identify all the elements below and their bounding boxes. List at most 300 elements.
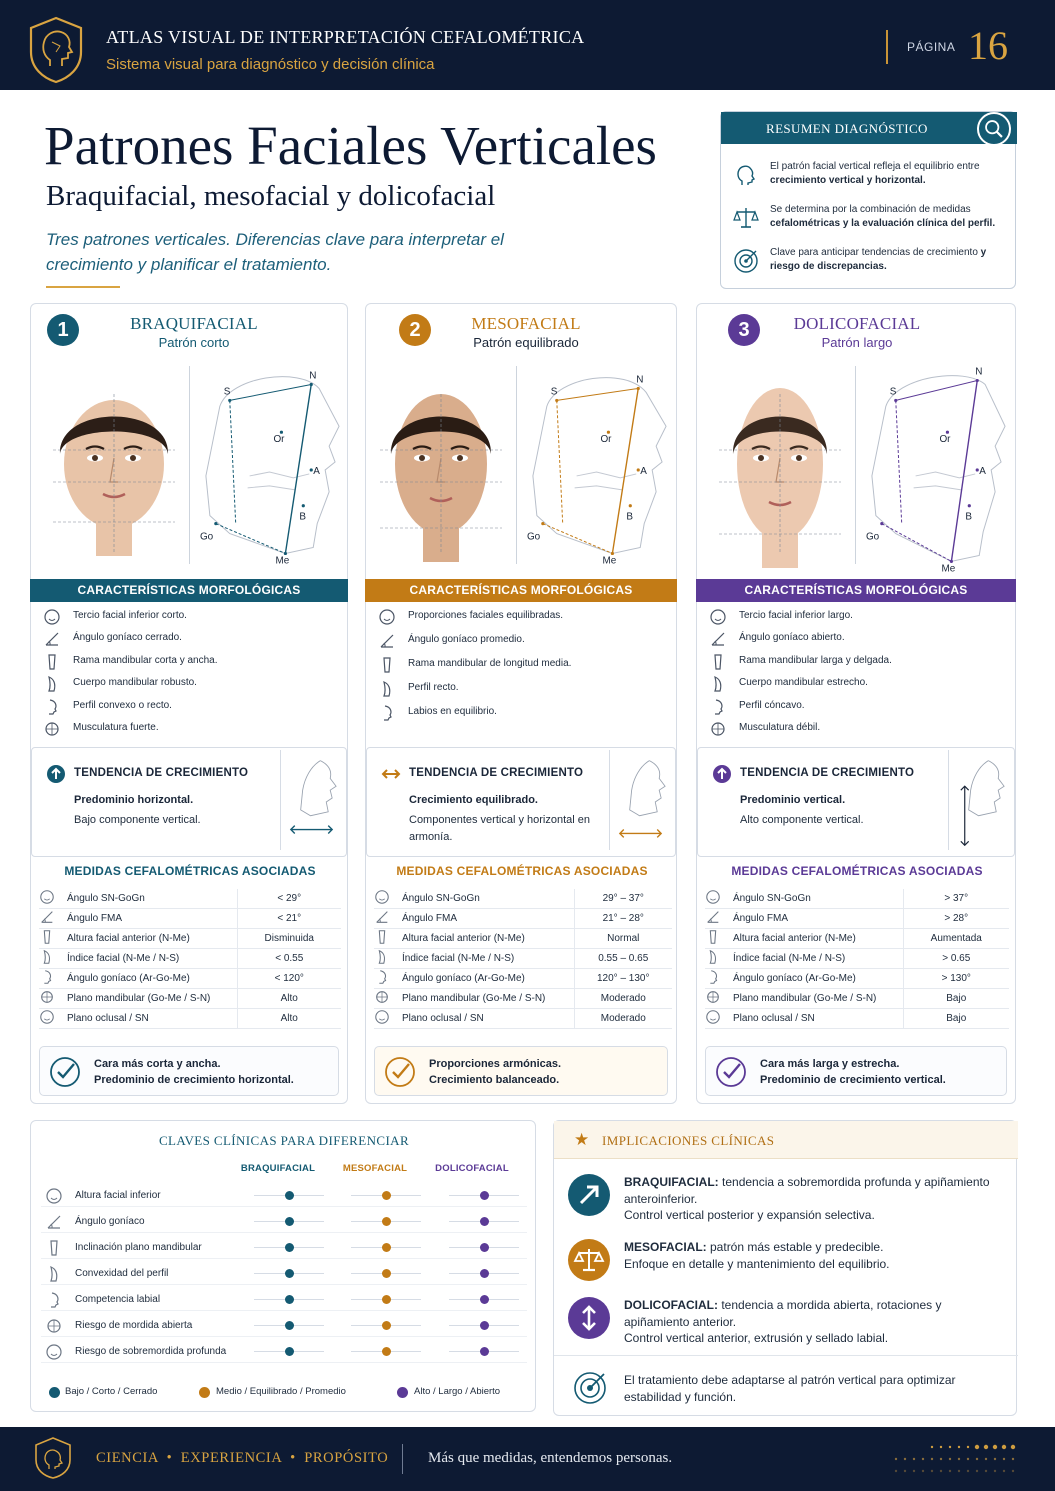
svg-text:S: S (889, 386, 897, 398)
balance-scale-icon (733, 205, 759, 231)
atlas-title: ATLAS VISUAL DE INTERPRETACIÓN CEFALOMÉTRICA (106, 27, 585, 47)
key-dot (382, 1347, 391, 1356)
header-divider (886, 30, 888, 64)
characteristic-text: Rama mandibular larga y delgada. (739, 654, 892, 666)
measure-row (39, 989, 341, 1009)
key-row (41, 1315, 527, 1337)
characteristic-item (43, 608, 343, 628)
page-label: PÁGINA (907, 40, 956, 54)
measures-table (39, 889, 341, 1029)
page-number: 16 (968, 23, 1008, 68)
legend-high: Alto / Largo / Abierto (414, 1386, 501, 1397)
implication-text: tendencia a sobremordida profunda y apiñamiento anteroinferior. (624, 1175, 990, 1206)
pattern-name: MESOFACIAL (471, 314, 581, 333)
tendency-title: TENDENCIA DE CRECIMIENTO (740, 767, 915, 779)
implication-text: tendencia a mordida abierta, rotaciones y apiñamiento anterior. (624, 1298, 942, 1329)
characteristic-text: Musculatura débil. (739, 722, 821, 733)
characteristic-item (709, 653, 1009, 673)
key-dot (382, 1321, 391, 1330)
measure-label: Ángulo goníaco (Ar-Go-Me) (67, 969, 237, 989)
key-dot (480, 1295, 489, 1304)
summary-line-2: Crecimiento balanceado. (429, 1074, 560, 1086)
svg-text:S: S (223, 386, 231, 398)
muscle-icon (43, 720, 61, 738)
shield-head-logo-icon (28, 16, 84, 84)
pattern-number: 1 (47, 314, 79, 346)
measure-value: 21° – 28° (574, 909, 672, 929)
profile-growth-figure (609, 750, 671, 850)
implication-line2: Control vertical posterior y expansión selectiva. (624, 1208, 875, 1222)
key-label: Competencia labial (75, 1294, 161, 1305)
check-circle-icon (49, 1056, 81, 1088)
characteristic-item (709, 608, 1009, 628)
summary-line-1: Proporciones armónicas. (429, 1058, 562, 1070)
summary-bold: crecimiento vertical y horizontal. (770, 175, 926, 186)
measure-label: Plano oclusal / SN (67, 1009, 237, 1029)
characteristic-item (709, 720, 1009, 740)
clinical-keys-card (30, 1120, 536, 1412)
characteristic-text: Rama mandibular de longitud media. (408, 658, 572, 669)
footer-divider (402, 1444, 403, 1474)
key-dot (480, 1347, 489, 1356)
pattern-type: Patrón largo (821, 335, 893, 350)
key-label: Altura facial inferior (75, 1190, 161, 1201)
keys-col-dolico: DOLICOFACIAL (435, 1163, 509, 1174)
key-row (41, 1263, 527, 1285)
face-icon (709, 608, 727, 626)
measure-label: Plano oclusal / SN (402, 1009, 574, 1029)
profile-growth-figure (280, 750, 342, 850)
key-dot (480, 1243, 489, 1252)
legend-dot-mid (199, 1387, 210, 1398)
key-dot (285, 1217, 294, 1226)
measure-label: Plano mandibular (Go-Me / S-N) (67, 989, 237, 1009)
angle-icon (378, 632, 396, 650)
svg-text:Go: Go (199, 531, 214, 543)
page-footer (0, 1427, 1055, 1491)
ramus-icon (709, 653, 727, 671)
measure-icon (705, 929, 721, 945)
measure-icon (39, 929, 55, 945)
page-lead: Tres patrones verticales. Diferencias clave para interpretar el crecimiento y planificar el tratamiento. (46, 230, 504, 274)
summary-title: RESUMEN DIAGNÓSTICO (766, 121, 928, 136)
measure-label: Ángulo goníaco (Ar-Go-Me) (402, 969, 574, 989)
characteristic-item (709, 675, 1009, 695)
summary-line-2: Predominio de crecimiento vertical. (760, 1074, 946, 1086)
tendency-detail: Alto componente vertical. (740, 814, 864, 826)
measure-row (705, 989, 1009, 1009)
summary-item (733, 160, 1008, 196)
check-circle-icon (384, 1056, 416, 1088)
key-dot (285, 1295, 294, 1304)
measure-value: Bajo (903, 989, 1009, 1009)
measure-value: Disminuida (237, 929, 341, 949)
key-row (41, 1341, 527, 1363)
tendency-title: TENDENCIA DE CRECIMIENTO (74, 767, 249, 779)
face-photo (709, 354, 851, 562)
measure-row (705, 889, 1009, 909)
angle-icon (45, 1213, 63, 1231)
check-circle-icon (715, 1056, 747, 1088)
face-photo (43, 354, 185, 562)
page-title: Patrones Faciales Verticales (44, 115, 657, 176)
measure-row (39, 909, 341, 929)
summary-line-2: Predominio de crecimiento horizontal. (94, 1074, 294, 1086)
key-dot (480, 1191, 489, 1200)
tendency-main: Predominio vertical. (740, 794, 846, 806)
characteristic-text: Ángulo goníaco abierto. (739, 632, 845, 644)
svg-text:Me: Me (275, 555, 290, 567)
summary-bold: y riesgo de discrepancias. (770, 247, 987, 272)
key-row (41, 1185, 527, 1207)
pattern-name: BRAQUIFACIAL (130, 314, 258, 333)
title-rule (46, 286, 120, 288)
characteristic-text: Tercio facial inferior largo. (739, 610, 853, 621)
shield-head-logo-icon (34, 1437, 72, 1479)
svg-text:A: A (640, 465, 647, 477)
measures-header: MEDIDAS CEFALOMÉTRICAS ASOCIADAS (396, 864, 648, 878)
svg-text:Or: Or (600, 434, 612, 446)
svg-text:Or: Or (273, 434, 285, 446)
measure-row (39, 1009, 341, 1029)
characteristic-item (43, 720, 343, 740)
key-label: Riesgo de mordida abierta (75, 1320, 193, 1331)
key-dot (285, 1321, 294, 1330)
measure-value: Bajo (903, 1009, 1009, 1029)
implications-footer (554, 1355, 1018, 1417)
pattern-name: DOLICOFACIAL (793, 314, 921, 333)
mandible-icon (709, 675, 727, 693)
characteristic-item (378, 632, 678, 652)
pattern-number: 3 (728, 314, 760, 346)
measures-table (705, 889, 1009, 1029)
characteristic-item (43, 675, 343, 695)
implication-text: patrón más estable y predecible. (706, 1240, 884, 1254)
pattern-summary-box (374, 1046, 668, 1096)
measure-value: > 37° (903, 889, 1009, 909)
measure-value: > 130° (903, 969, 1009, 989)
tendency-detail: Componentes vertical y horizontal en armonía. (409, 814, 590, 843)
star-icon: ★ (574, 1130, 590, 1149)
profile-icon (378, 704, 396, 722)
atlas-subtitle: Sistema visual para diagnóstico y decisión clínica (106, 56, 435, 73)
measure-row (705, 909, 1009, 929)
measure-row (705, 929, 1009, 949)
key-label: Ángulo goníaco (75, 1216, 145, 1227)
characteristic-item (378, 656, 678, 676)
summary-bold: cefalométricas y la evaluación clínica del perfil. (770, 218, 996, 229)
measure-value: < 21° (237, 909, 341, 929)
measures-table (374, 889, 672, 1029)
svg-text:N: N (636, 374, 644, 386)
characteristic-item (709, 630, 1009, 650)
ramus-icon (43, 653, 61, 671)
svg-text:B: B (299, 511, 306, 523)
measure-value: Alto (237, 989, 341, 1009)
pattern-summary-box (39, 1046, 339, 1096)
legend-mid: Medio / Equilibrado / Promedio (216, 1386, 346, 1397)
svg-text:N: N (309, 370, 317, 382)
implication-name: DOLICOFACIAL: (624, 1298, 718, 1312)
measure-icon (705, 909, 721, 925)
legend-dot-low (49, 1387, 60, 1398)
measure-label: Plano oclusal / SN (733, 1009, 903, 1029)
measure-value: > 28° (903, 909, 1009, 929)
svg-text:Go: Go (526, 531, 541, 543)
measure-icon (705, 1009, 721, 1025)
key-dot (382, 1191, 391, 1200)
key-row (41, 1237, 527, 1259)
face-icon (43, 608, 61, 626)
measure-label: Ángulo SN-GoGn (402, 889, 574, 909)
growth-tendency-box (697, 747, 1015, 857)
measure-icon (705, 989, 721, 1005)
keys-col-braqui: BRAQUIFACIAL (240, 1163, 316, 1174)
key-label: Riesgo de sobremordida profunda (75, 1346, 227, 1357)
arrow-up-circle-icon (46, 764, 66, 784)
measure-label: Índice facial (N-Me / N-S) (402, 949, 574, 969)
legend-dot-high (397, 1387, 408, 1398)
measure-row (39, 969, 341, 989)
summary-line-1: Cara más corta y ancha. (94, 1058, 221, 1070)
measure-icon (39, 989, 55, 1005)
face-icon (45, 1343, 63, 1361)
measure-icon (39, 1009, 55, 1025)
target-icon (572, 1370, 608, 1406)
target-icon (733, 248, 759, 274)
svg-text:N: N (975, 366, 983, 378)
pattern-summary-box (705, 1046, 1007, 1096)
measure-icon (39, 969, 55, 985)
measure-label: Plano mandibular (Go-Me / S-N) (402, 989, 574, 1009)
key-dot (285, 1269, 294, 1278)
profile-growth-figure (948, 750, 1010, 850)
cephalometric-tracing (189, 366, 349, 567)
measure-row (705, 949, 1009, 969)
measure-value: > 0.65 (903, 949, 1009, 969)
tendency-main: Predominio horizontal. (74, 794, 194, 806)
head-profile-icon (733, 162, 759, 188)
measure-value: Alto (237, 1009, 341, 1029)
characteristic-text: Perfil cóncavo. (739, 699, 805, 711)
measure-icon (374, 989, 390, 1005)
measure-value: Moderado (574, 1009, 672, 1029)
characteristics-header: CARACTERÍSTICAS MORFOLÓGICAS (696, 579, 1016, 602)
characteristic-text: Labios en equilibrio. (408, 706, 497, 717)
measure-label: Ángulo SN-GoGn (67, 889, 237, 909)
summary-text: Clave para anticipar tendencias de crecimiento (770, 247, 978, 258)
characteristics-header: CARACTERÍSTICAS MORFOLÓGICAS (365, 579, 677, 602)
measure-value: Aumentada (903, 929, 1009, 949)
measure-row (374, 989, 672, 1009)
face-icon (45, 1187, 63, 1205)
measure-icon (705, 889, 721, 905)
implications-header (554, 1121, 1018, 1159)
arrow-up-circle-icon (712, 764, 732, 784)
characteristic-text: Rama mandibular corta y ancha. (73, 654, 218, 666)
characteristic-item (43, 653, 343, 673)
measure-value: 0.55 – 0.65 (574, 949, 672, 969)
pattern-type: Patrón corto (158, 335, 230, 350)
measure-row (374, 1009, 672, 1029)
key-row (41, 1211, 527, 1233)
key-label: Convexidad del perfil (75, 1268, 169, 1279)
cephalometric-tracing (855, 366, 1015, 575)
profile-icon (43, 698, 61, 716)
measure-value: 29° – 37° (574, 889, 672, 909)
implications-title: IMPLICACIONES CLÍNICAS (602, 1133, 775, 1148)
measure-icon (39, 949, 55, 965)
muscle-icon (45, 1317, 63, 1335)
svg-text:Me: Me (602, 555, 617, 567)
measure-icon (374, 889, 390, 905)
measure-icon (374, 949, 390, 965)
measure-row (374, 909, 672, 929)
characteristic-item (378, 704, 678, 724)
measure-label: Altura facial anterior (N-Me) (402, 929, 574, 949)
implication-name: BRAQUIFACIAL: (624, 1175, 719, 1189)
page-subtitle: Braquifacial, mesofacial y dolicofacial (46, 180, 496, 212)
page-header (0, 0, 1055, 90)
dot-pattern-icon (890, 1441, 1020, 1477)
diagnostic-summary (720, 111, 1016, 289)
key-dot (382, 1243, 391, 1252)
measure-value: < 0.55 (237, 949, 341, 969)
implication-name: MESOFACIAL: (624, 1240, 707, 1254)
measure-value: Normal (574, 929, 672, 949)
pattern-panel-mesofacial (365, 303, 677, 1104)
characteristic-text: Ángulo goníaco promedio. (408, 634, 525, 645)
measure-value: < 29° (237, 889, 341, 909)
profile-icon (709, 698, 727, 716)
key-label: Inclinación plano mandibular (75, 1242, 202, 1253)
tendency-title: TENDENCIA DE CRECIMIENTO (409, 767, 584, 779)
ramus-icon (378, 656, 396, 674)
measure-row (374, 929, 672, 949)
summary-text: El patrón facial vertical refleja el equilibrio entre (770, 161, 980, 172)
measure-icon (374, 929, 390, 945)
summary-item (733, 203, 1008, 239)
characteristic-text: Ángulo goníaco cerrado. (73, 632, 182, 644)
measure-row (374, 949, 672, 969)
balance-scale-icon (568, 1239, 610, 1281)
measure-icon (705, 969, 721, 985)
characteristic-text: Musculatura fuerte. (73, 722, 159, 733)
characteristic-item (378, 680, 678, 700)
pattern-panel-braquifacial (30, 303, 348, 1104)
characteristic-text: Cuerpo mandibular estrecho. (739, 677, 868, 689)
tag-ciencia: CIENCIA (96, 1450, 159, 1466)
measure-row (705, 1009, 1009, 1029)
key-dot (480, 1269, 489, 1278)
vertical-arrows-icon (568, 1297, 610, 1339)
svg-text:Or: Or (939, 434, 951, 446)
svg-text:B: B (626, 511, 633, 523)
svg-text:Me: Me (941, 563, 956, 575)
summary-text: Se determina por la combinación de medidas (770, 204, 971, 215)
pattern-number: 2 (399, 314, 431, 346)
measure-value: < 120° (237, 969, 341, 989)
characteristic-item (43, 630, 343, 650)
svg-text:Go: Go (865, 531, 880, 543)
measure-label: Altura facial anterior (N-Me) (733, 929, 903, 949)
summary-line-1: Cara más larga y estrecha. (760, 1058, 900, 1070)
measure-label: Ángulo FMA (402, 909, 574, 929)
cephalometric-tracing (516, 366, 676, 567)
measure-icon (374, 1009, 390, 1025)
growth-tendency-box (31, 747, 347, 857)
key-row (41, 1289, 527, 1311)
measure-value: 120° – 130° (574, 969, 672, 989)
tag-experiencia: EXPERIENCIA (180, 1450, 282, 1466)
characteristic-text: Tercio facial inferior corto. (73, 610, 187, 621)
characteristic-text: Cuerpo mandibular robusto. (73, 677, 197, 689)
profile-icon (45, 1291, 63, 1309)
measure-row (39, 949, 341, 969)
summary-header (721, 112, 1017, 144)
characteristics-header: CARACTERÍSTICAS MORFOLÓGICAS (30, 579, 348, 602)
measure-label: Ángulo SN-GoGn (733, 889, 903, 909)
implication-line2: Enfoque en detalle y mantenimiento del equilibrio. (624, 1256, 890, 1271)
measure-icon (39, 889, 55, 905)
muscle-icon (709, 720, 727, 738)
footer-tagline: CIENCIA • EXPERIENCIA • PROPÓSITO (96, 1450, 389, 1466)
key-dot (382, 1269, 391, 1278)
key-dot (285, 1243, 294, 1252)
measure-label: Plano mandibular (Go-Me / S-N) (733, 989, 903, 1009)
measure-label: Ángulo FMA (733, 909, 903, 929)
mandible-icon (43, 675, 61, 693)
face-photo (370, 354, 512, 562)
footer-motto: Más que medidas, entendemos personas. (428, 1450, 673, 1466)
characteristic-item (709, 698, 1009, 718)
measure-label: Ángulo goníaco (Ar-Go-Me) (733, 969, 903, 989)
measure-label: Índice facial (N-Me / N-S) (67, 949, 237, 969)
svg-text:A: A (979, 465, 986, 477)
measures-header: MEDIDAS CEFALOMÉTRICAS ASOCIADAS (64, 864, 316, 878)
mandible-icon (45, 1265, 63, 1283)
svg-text:A: A (313, 465, 320, 477)
implications-footer-text: El tratamiento debe adaptarse al patrón vertical para optimizar estabilidad y función. (624, 1373, 956, 1404)
measure-row (374, 969, 672, 989)
measure-label: Ángulo FMA (67, 909, 237, 929)
pattern-type: Patrón equilibrado (473, 335, 579, 350)
measure-row (39, 889, 341, 909)
growth-tendency-box (366, 747, 676, 857)
arrow-diagonal-icon (568, 1174, 610, 1216)
characteristic-text: Perfil convexo o recto. (73, 699, 172, 711)
pattern-panel-dolicofacial (696, 303, 1016, 1104)
keys-col-meso: MESOFACIAL (342, 1163, 408, 1174)
measures-header: MEDIDAS CEFALOMÉTRICAS ASOCIADAS (731, 864, 983, 878)
measure-row (705, 969, 1009, 989)
angle-icon (43, 630, 61, 648)
tendency-detail: Bajo componente vertical. (74, 814, 201, 826)
characteristic-text: Proporciones faciales equilibradas. (408, 610, 564, 621)
measure-icon (39, 909, 55, 925)
measure-label: Altura facial anterior (N-Me) (67, 929, 237, 949)
svg-text:B: B (965, 511, 972, 523)
key-dot (480, 1217, 489, 1226)
face-icon (378, 608, 396, 626)
key-dot (480, 1321, 489, 1330)
svg-text:S: S (550, 386, 558, 398)
characteristic-item (43, 698, 343, 718)
measure-label: Índice facial (N-Me / N-S) (733, 949, 903, 969)
key-dot (285, 1191, 294, 1200)
measure-icon (374, 969, 390, 985)
implication-line2: Control vertical anterior, extrusión y sellado labial. (624, 1331, 889, 1345)
